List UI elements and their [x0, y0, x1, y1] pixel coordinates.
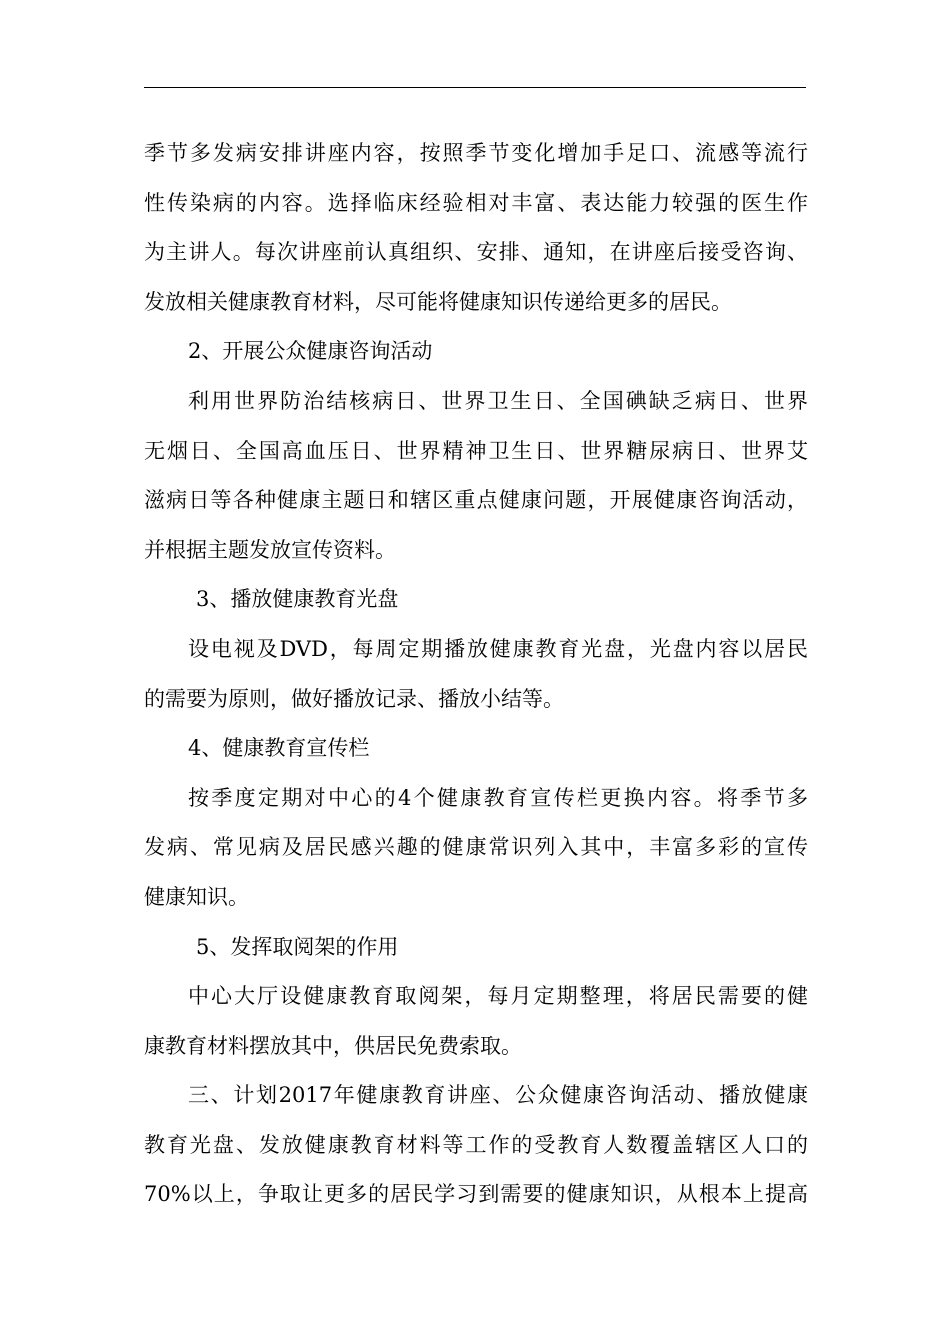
- text-line: 中心大厅设健康教育取阅架，每月定期整理，将居民需要的健: [188, 984, 808, 1009]
- section-heading: 3、播放健康教育光盘: [196, 587, 399, 612]
- text-line: 康教育材料摆放其中，供居民免费索取。: [144, 1033, 522, 1058]
- header-rule: [144, 87, 806, 88]
- text-line: 按季度定期对中心的4个健康教育宣传栏更换内容。将季节多: [188, 785, 808, 810]
- text-line: 的需要为原则，做好播放记录、播放小结等。: [144, 686, 564, 711]
- text-line: 无烟日、全国高血压日、世界精神卫生日、世界糖尿病日、世界艾: [144, 438, 808, 463]
- text-line: 教育光盘、发放健康教育材料等工作的受教育人数覆盖辖区人口的: [144, 1132, 808, 1157]
- text-line: 健康知识。: [144, 884, 249, 909]
- text-line: 70%以上，争取让更多的居民学习到需要的健康知识，从根本上提高: [144, 1182, 808, 1207]
- text-line: 利用世界防治结核病日、世界卫生日、全国碘缺乏病日、世界: [188, 388, 808, 413]
- section-heading: 2、开展公众健康咨询活动: [188, 339, 433, 364]
- text-line: 并根据主题发放宣传资料。: [144, 537, 396, 562]
- text-line: 三、计划2017年健康教育讲座、公众健康咨询活动、播放健康: [188, 1083, 808, 1108]
- text-line: 发病、常见病及居民感兴趣的健康常识列入其中，丰富多彩的宣传: [144, 835, 808, 860]
- section-heading: 4、健康教育宣传栏: [188, 736, 370, 761]
- section-heading: 5、发挥取阅架的作用: [196, 934, 399, 959]
- text-line: 滋病日等各种健康主题日和辖区重点健康问题，开展健康咨询活动，: [144, 488, 808, 513]
- text-line: 性传染病的内容。选择临床经验相对丰富、表达能力较强的医生作: [144, 190, 808, 215]
- text-line: 设电视及DVD，每周定期播放健康教育光盘，光盘内容以居民: [188, 636, 808, 661]
- document-body: [144, 129, 808, 1220]
- text-line: 发放相关健康教育材料，尽可能将健康知识传递给更多的居民。: [144, 289, 732, 314]
- text-line: 季节多发病安排讲座内容，按照季节变化增加手足口、流感等流行: [144, 141, 808, 165]
- text-line: 为主讲人。每次讲座前认真组织、安排、通知，在讲座后接受咨询、: [144, 240, 808, 265]
